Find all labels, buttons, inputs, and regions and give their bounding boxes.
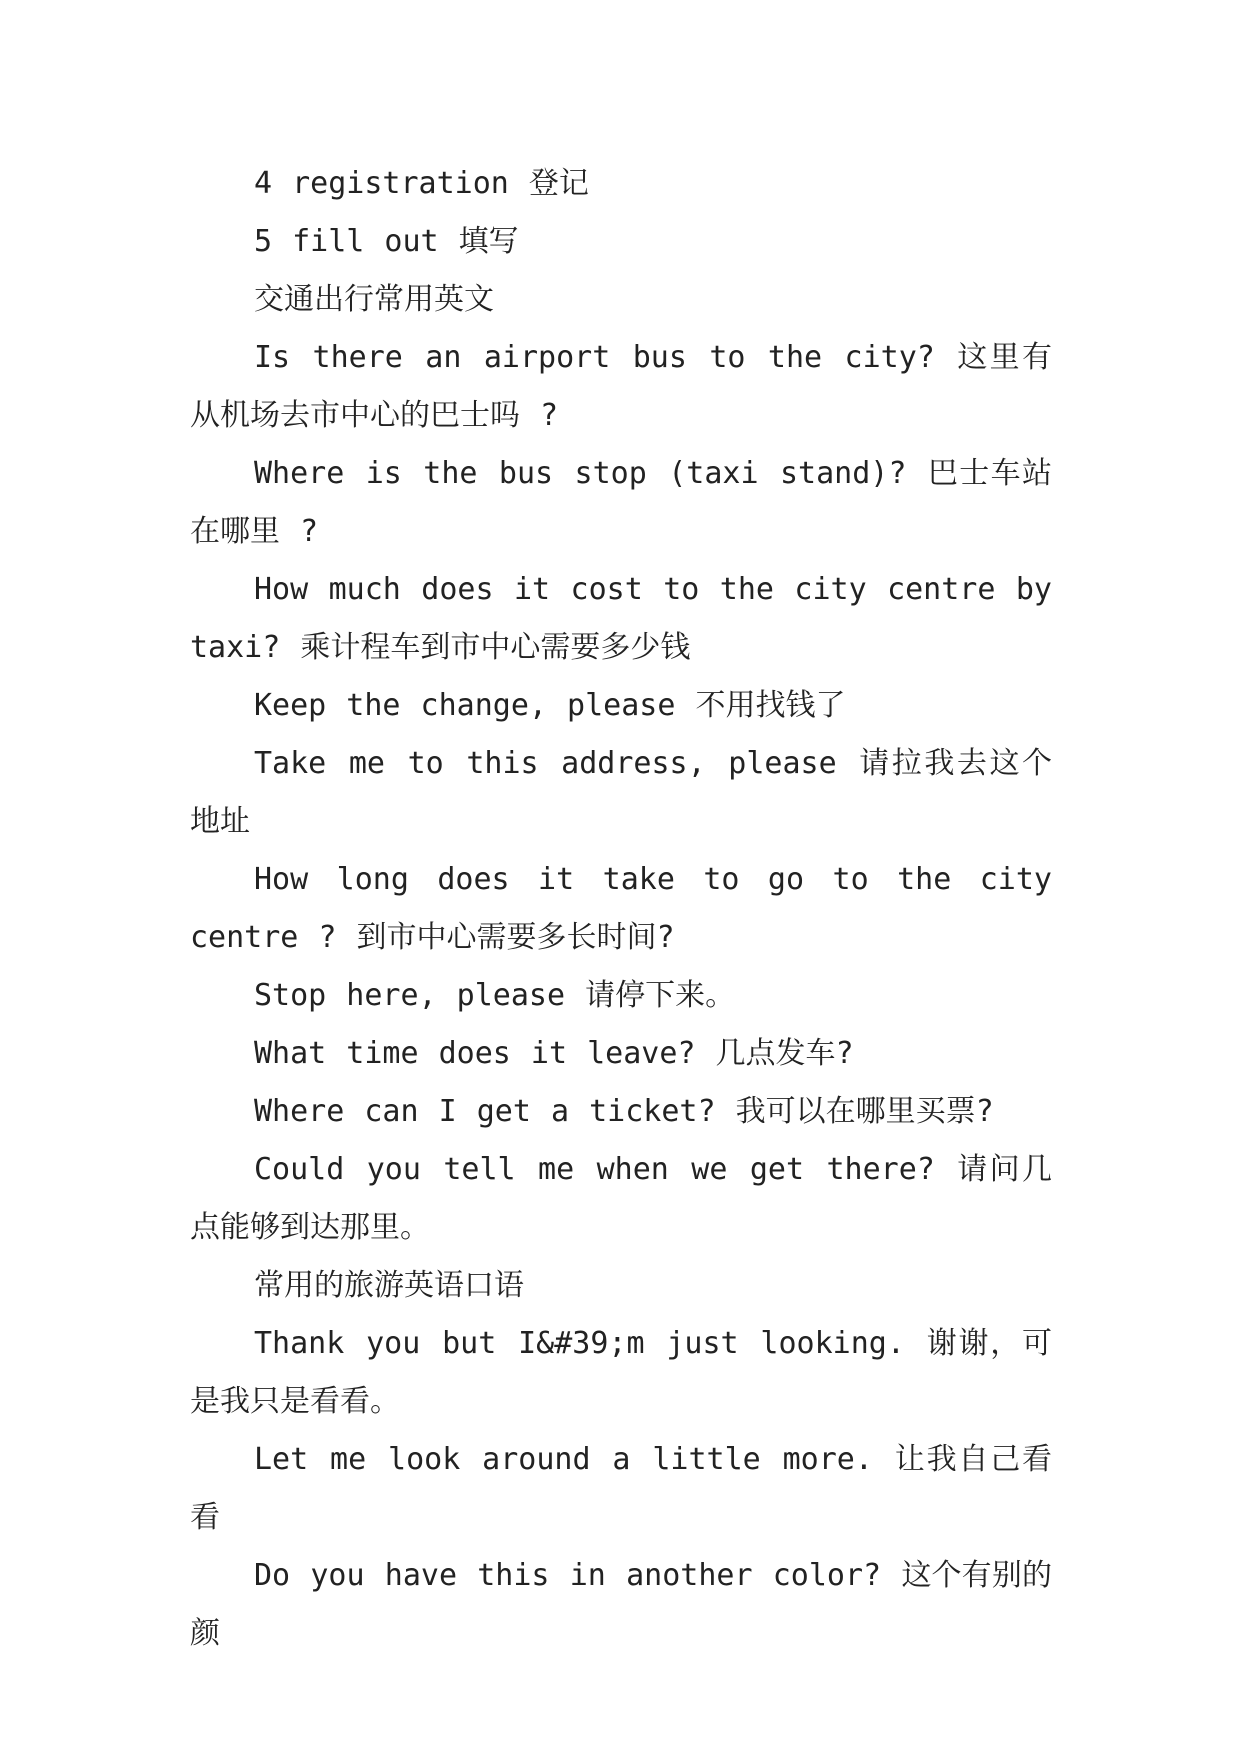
paragraph: Stop here, please 请停下来。 xyxy=(254,978,736,1013)
paragraph: How long does it take to go to the city centre ? 到市中心需要多长时间? xyxy=(190,862,1052,955)
paragraph: What time does it leave? 几点发车? xyxy=(254,1036,854,1071)
paragraph: 5 fill out 填写 xyxy=(254,224,519,259)
paragraph: 4 registration 登记 xyxy=(254,166,589,201)
section-heading: 常用的旅游英语口语 xyxy=(254,1268,524,1303)
document-body xyxy=(190,155,1052,1663)
paragraph: Thank you but I&#39;m just looking. 谢谢，可是我只是看看。 xyxy=(190,1326,1052,1419)
paragraph: Could you tell me when we get there? 请问几点能够到达那里。 xyxy=(190,1152,1052,1245)
paragraph: Take me to this address, please 请拉我去这个地址 xyxy=(190,746,1052,839)
paragraph: Keep the change, please 不用找钱了 xyxy=(254,688,846,723)
paragraph: Let me look around a little more. 让我自己看看 xyxy=(190,1442,1052,1535)
section-heading: 交通出行常用英文 xyxy=(254,282,494,317)
paragraph: Is there an airport bus to the city? 这里有从机场去市中心的巴士吗 ? xyxy=(190,340,1052,433)
paragraph: Where is the bus stop (taxi stand)? 巴士车站在哪里 ? xyxy=(190,456,1052,549)
paragraph: Where can I get a ticket? 我可以在哪里买票? xyxy=(254,1094,994,1129)
paragraph: How much does it cost to the city centre by taxi? 乘计程车到市中心需要多少钱 xyxy=(190,572,1052,665)
paragraph: Do you have this in another color? 这个有别的颜 xyxy=(190,1558,1052,1651)
